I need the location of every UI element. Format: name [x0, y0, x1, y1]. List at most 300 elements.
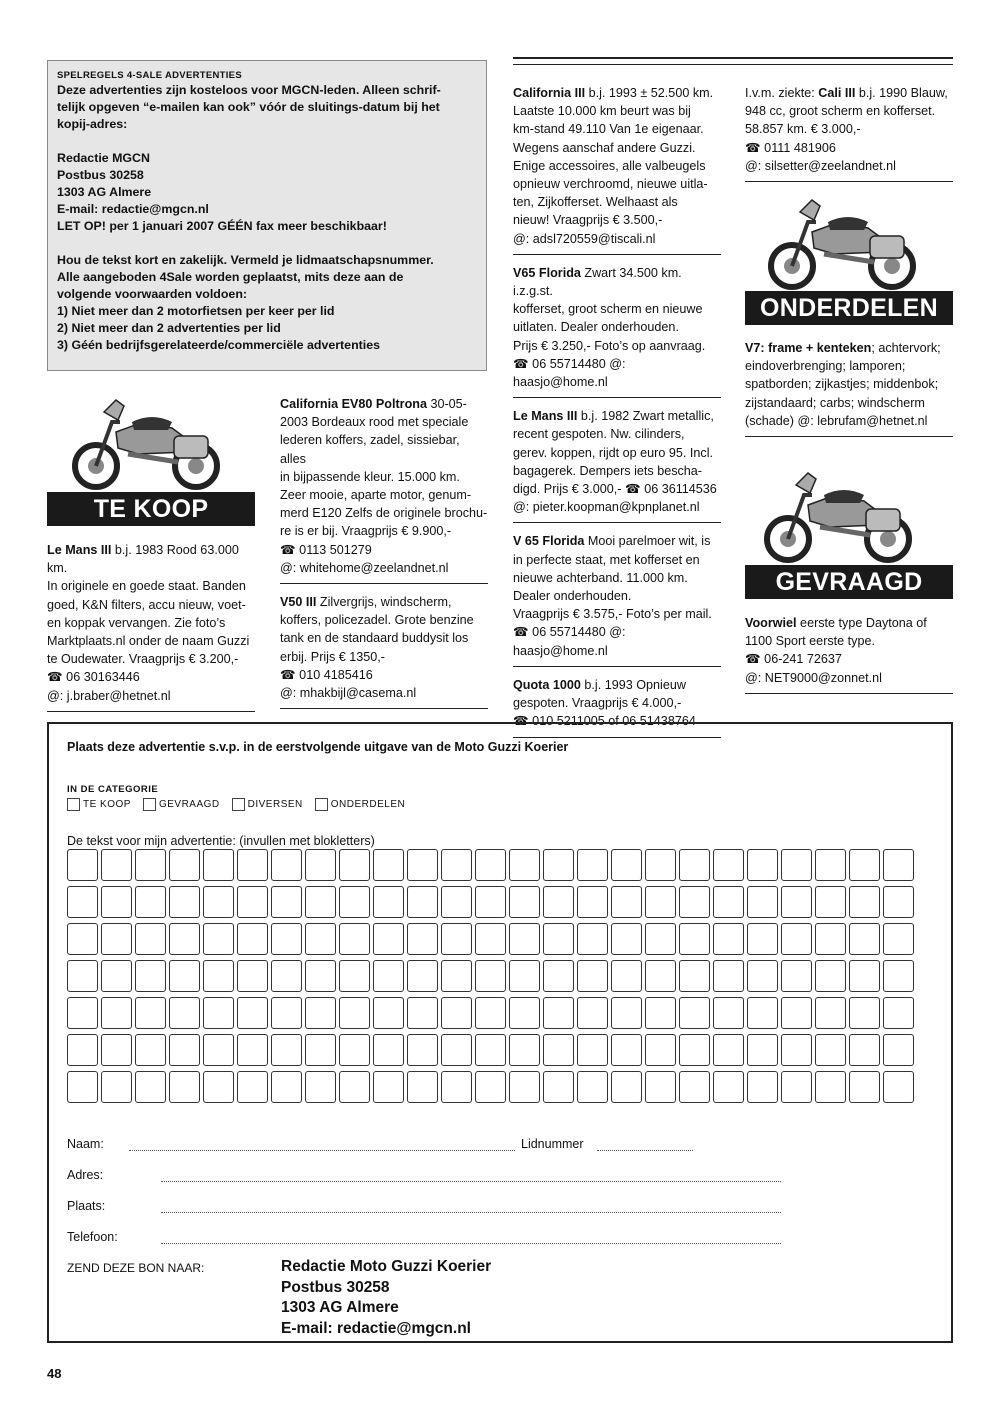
letter-cell[interactable] — [203, 923, 234, 955]
letter-cell[interactable] — [271, 923, 302, 955]
send-address-line: Redactie Moto Guzzi Koerier — [281, 1258, 492, 1275]
letter-cell[interactable] — [101, 849, 132, 881]
letter-cell[interactable] — [747, 997, 778, 1029]
letter-cell[interactable] — [169, 1071, 200, 1103]
letter-cell[interactable] — [101, 923, 132, 955]
letter-cell[interactable] — [305, 1071, 336, 1103]
section-banner-onderdelen: ONDERDELEN — [745, 291, 953, 325]
letter-cell[interactable] — [781, 1071, 812, 1103]
letter-cell[interactable] — [849, 1071, 880, 1103]
letter-cell[interactable] — [373, 1034, 404, 1066]
ad-text: b.j. 1993 Opnieuw — [580, 677, 686, 692]
letter-cell[interactable] — [815, 960, 846, 992]
letter-cell[interactable] — [101, 997, 132, 1029]
letter-cell[interactable] — [407, 1034, 438, 1066]
letter-cell[interactable] — [203, 886, 234, 918]
letter-cell[interactable] — [237, 997, 268, 1029]
letter-cell[interactable] — [441, 886, 472, 918]
ad-phone: ☎ 06 30163446 — [47, 670, 140, 685]
ad-text: recent gespoten. Nw. cilinders, — [513, 427, 685, 442]
ad-contact: ☎ 06 55714480 @: haasjo@home.nl — [513, 625, 626, 658]
letter-cell[interactable] — [781, 960, 812, 992]
ad-text: eerste type Daytona of — [796, 616, 927, 630]
classified-ad — [280, 392, 488, 584]
letter-cell[interactable] — [441, 923, 472, 955]
ad-email-link[interactable]: @: adsl720559@tiscali.nl — [513, 231, 656, 246]
letter-cell[interactable] — [849, 849, 880, 881]
letter-cell[interactable] — [781, 997, 812, 1029]
letter-cell[interactable] — [679, 923, 710, 955]
letter-cell[interactable] — [101, 960, 132, 992]
ad-text: 948 cc, groot scherm en kofferset. — [745, 104, 936, 119]
letter-cell[interactable] — [543, 849, 574, 881]
letter-cell[interactable] — [339, 923, 370, 955]
send-to-label: ZEND DEZE BON NAAR: — [67, 1261, 205, 1275]
letter-cell[interactable] — [237, 1034, 268, 1066]
letter-cell[interactable] — [237, 960, 268, 992]
checkbox-diversen[interactable] — [232, 798, 303, 811]
letter-cell[interactable] — [475, 923, 506, 955]
section-banner-gevraagd: GEVRAAGD — [745, 565, 953, 599]
letter-cell[interactable] — [509, 997, 540, 1029]
rules-address-line: Redactie MGCN — [57, 151, 150, 165]
rules-line: 3) Géén bedrijfsgerelateerde/commerciële advertenties — [57, 338, 380, 352]
letter-cell[interactable] — [237, 886, 268, 918]
ad-text: kofferset, groot scherm en nieuwe — [513, 302, 703, 317]
letter-cell[interactable] — [543, 886, 574, 918]
rules-heading: SPELREGELS 4-SALE ADVERTENTIES — [57, 70, 242, 81]
letter-cell[interactable] — [67, 960, 98, 992]
checkbox-label: ONDERDELEN — [330, 799, 406, 810]
letter-cell[interactable] — [339, 1034, 370, 1066]
letter-cell[interactable] — [611, 960, 642, 992]
ad-text: erbij. Prijs € 1350,- — [280, 649, 385, 664]
ad-submission-form — [47, 722, 953, 1343]
letter-cell[interactable] — [781, 849, 812, 881]
letter-cell[interactable] — [135, 849, 166, 881]
telefoon-field[interactable] — [161, 1243, 781, 1244]
send-address-email-link[interactable]: E-mail: redactie@mgcn.nl — [281, 1319, 471, 1337]
letter-cell[interactable] — [407, 1071, 438, 1103]
letter-cell[interactable] — [815, 1071, 846, 1103]
letter-cell[interactable] — [645, 1071, 676, 1103]
rules-address-line: Postbus 30258 — [57, 168, 144, 182]
ad-text: Prijs € 3.250,- Foto’s op aanvraag. — [513, 338, 706, 353]
letter-cell[interactable] — [407, 886, 438, 918]
ad-text: 1100 Sport eerste type. — [745, 634, 875, 649]
ad-text: 58.857 km. € 3.000,- — [745, 122, 861, 137]
lidnummer-label: Lidnummer — [521, 1137, 584, 1151]
letter-cell[interactable] — [815, 997, 846, 1029]
letter-cell[interactable] — [509, 1071, 540, 1103]
letter-cell[interactable] — [169, 886, 200, 918]
letter-cell[interactable] — [67, 923, 98, 955]
letter-cell[interactable] — [305, 1034, 336, 1066]
letter-cell[interactable] — [101, 1034, 132, 1066]
letter-cell[interactable] — [441, 849, 472, 881]
ad-text: digd. Prijs € 3.000,- ☎ 06 36114536 — [513, 482, 717, 497]
letter-cell[interactable] — [169, 997, 200, 1029]
adres-label: Adres: — [67, 1168, 104, 1182]
ad-title: California III — [513, 86, 586, 100]
letter-cell[interactable] — [645, 923, 676, 955]
ad-email-link[interactable]: @: whitehome@zeelandnet.nl — [280, 560, 449, 575]
lidnummer-field[interactable] — [597, 1150, 693, 1151]
ad-email-link[interactable]: @: silsetter@zeelandnet.nl — [745, 158, 896, 173]
letter-cell[interactable] — [645, 960, 676, 992]
letter-cell[interactable] — [509, 886, 540, 918]
letter-cell[interactable] — [747, 849, 778, 881]
letter-cell[interactable] — [849, 960, 880, 992]
telefoon-label: Telefoon: — [67, 1230, 118, 1244]
letter-cell[interactable] — [679, 849, 710, 881]
letter-cell[interactable] — [339, 1071, 370, 1103]
letter-cell[interactable] — [611, 997, 642, 1029]
letter-cell[interactable] — [883, 1071, 914, 1103]
letter-cell[interactable] — [849, 886, 880, 918]
checkbox-gevraagd[interactable] — [143, 798, 220, 811]
letter-cell[interactable] — [543, 960, 574, 992]
letter-cell[interactable] — [67, 1034, 98, 1066]
letter-cell[interactable] — [475, 849, 506, 881]
letter-cell[interactable] — [883, 923, 914, 955]
ads-column-1 — [47, 538, 255, 712]
ad-text: opnieuw verchroomd, nieuwe uitla- — [513, 177, 708, 192]
form-title: Plaats deze advertentie s.v.p. in de eerstvolgende uitgave van de Moto Guzzi Koerier — [67, 740, 569, 754]
ad-text: Laatste 10.000 km beurt was bij — [513, 104, 691, 119]
letter-cell[interactable] — [577, 849, 608, 881]
ad-phone: ☎ 0111 481906 — [745, 140, 836, 155]
letter-cell[interactable] — [611, 1034, 642, 1066]
letter-cell[interactable] — [407, 849, 438, 881]
ad-email-link[interactable]: @: pieter.koopman@kpnplanet.nl — [513, 500, 700, 515]
letter-cell[interactable] — [373, 849, 404, 881]
ad-title: V65 Florida — [513, 265, 581, 280]
letter-cell[interactable] — [373, 1071, 404, 1103]
rules-line: Deze advertenties zijn kosteloos voor MGCN-leden. Alleen schrif- — [57, 83, 441, 97]
ads-column-4-onderdelen — [745, 336, 953, 437]
letter-cell[interactable] — [883, 849, 914, 881]
letter-cell[interactable] — [849, 923, 880, 955]
letter-cell[interactable] — [815, 849, 846, 881]
checkbox-icon[interactable] — [143, 798, 156, 811]
letter-cell[interactable] — [305, 886, 336, 918]
ad-text: Zwart 34.500 km. i.z.g.st. — [513, 265, 682, 299]
letter-cell[interactable] — [781, 1034, 812, 1066]
letter-cell[interactable] — [203, 1071, 234, 1103]
classified-ad — [513, 255, 721, 398]
ad-text: te Oudewater. Vraagprijs € 3.200,- — [47, 652, 239, 667]
letter-cell[interactable] — [747, 1071, 778, 1103]
letter-cell[interactable] — [883, 886, 914, 918]
letter-cell[interactable] — [373, 997, 404, 1029]
letter-cell[interactable] — [543, 923, 574, 955]
letter-cell[interactable] — [339, 886, 370, 918]
letter-cell[interactable] — [679, 960, 710, 992]
checkbox-label: GEVRAAGD — [158, 799, 220, 810]
letter-cell[interactable] — [101, 1071, 132, 1103]
letter-cell[interactable] — [441, 1071, 472, 1103]
motorcycle-illustration-icon — [68, 392, 228, 492]
letter-cell[interactable] — [475, 1071, 506, 1103]
letter-cell[interactable] — [475, 960, 506, 992]
classified-ad — [513, 523, 721, 666]
letter-cell[interactable] — [475, 886, 506, 918]
classified-ad — [47, 538, 255, 712]
letter-cell[interactable] — [747, 1034, 778, 1066]
letter-cell[interactable] — [543, 1034, 574, 1066]
letter-cell[interactable] — [169, 923, 200, 955]
ad-title: Le Mans III — [47, 543, 112, 557]
ad-email-link[interactable]: @: NET9000@zonnet.nl — [745, 670, 882, 685]
letter-cell[interactable] — [203, 960, 234, 992]
letter-cell[interactable] — [645, 886, 676, 918]
ad-title: Cali III — [818, 86, 856, 100]
ad-text: Zilvergrijs, windscherm, — [316, 595, 452, 610]
letter-cell[interactable] — [815, 923, 846, 955]
ad-text: re is er bij. Vraagprijs € 9.900,- — [280, 524, 452, 539]
letter-cell[interactable] — [849, 1034, 880, 1066]
rules-line: Hou de tekst kort en zakelijk. Vermeld je lidmaatschapsnummer. — [57, 253, 434, 267]
ad-text: ten, Zijkofferset. Welhaast als — [513, 195, 678, 210]
send-address-line: Postbus 30258 — [281, 1278, 390, 1296]
letter-cell[interactable] — [305, 960, 336, 992]
ads-column-4-top — [745, 81, 953, 182]
letter-cell[interactable] — [883, 997, 914, 1029]
letter-cell[interactable] — [577, 1071, 608, 1103]
section-banner-te-koop: TE KOOP — [47, 492, 255, 526]
category-checkboxes — [67, 798, 405, 811]
checkbox-te-koop[interactable] — [67, 798, 131, 811]
letter-cell[interactable] — [271, 1071, 302, 1103]
ad-text: b.j. 1990 Blauw, — [855, 86, 948, 100]
letter-cell[interactable] — [849, 997, 880, 1029]
ad-text: merd E120 Zelfs de originele brochu- — [280, 506, 488, 521]
letter-cell[interactable] — [713, 1071, 744, 1103]
letter-cell[interactable] — [135, 886, 166, 918]
letter-cell[interactable] — [747, 886, 778, 918]
letter-cell[interactable] — [373, 923, 404, 955]
classified-ad — [513, 398, 721, 523]
rules-line: kopij-adres: — [57, 117, 128, 131]
letter-cell[interactable] — [713, 849, 744, 881]
letter-cell[interactable] — [577, 923, 608, 955]
letter-cell[interactable] — [271, 997, 302, 1029]
ad-text: in bijpassende kleur. 15.000 km. — [280, 469, 460, 484]
ads-column-2 — [280, 392, 488, 709]
letter-cell[interactable] — [543, 997, 574, 1029]
letter-cell[interactable] — [135, 1071, 166, 1103]
ad-title: V7: frame + kenteken — [745, 341, 872, 355]
letter-cell[interactable] — [441, 997, 472, 1029]
letter-cell[interactable] — [407, 960, 438, 992]
letter-cell[interactable] — [747, 960, 778, 992]
checkbox-onderdelen[interactable] — [315, 798, 405, 811]
rules-line: 2) Niet meer dan 2 advertenties per lid — [57, 321, 281, 335]
letter-cell[interactable] — [169, 1034, 200, 1066]
letter-cell[interactable] — [713, 886, 744, 918]
plaats-field[interactable] — [161, 1212, 781, 1213]
letter-cell[interactable] — [101, 886, 132, 918]
letter-cell[interactable] — [169, 960, 200, 992]
ad-text: Marktplaats.nl onder de naam Guzzi — [47, 634, 250, 649]
letter-cell[interactable] — [203, 849, 234, 881]
ad-text: b.j. 1993 ± 52.500 km. — [585, 86, 714, 100]
letter-cell[interactable] — [645, 1034, 676, 1066]
letter-cell[interactable] — [271, 960, 302, 992]
letter-cell[interactable] — [271, 1034, 302, 1066]
letter-cell[interactable] — [509, 1034, 540, 1066]
ad-title: V50 III — [280, 595, 317, 610]
letter-cell[interactable] — [237, 923, 268, 955]
letter-cell[interactable] — [135, 1034, 166, 1066]
ad-title: Quota 1000 — [513, 677, 581, 692]
letter-cell[interactable] — [815, 886, 846, 918]
letter-cell[interactable] — [611, 886, 642, 918]
classified-ad — [745, 611, 953, 694]
letter-cell[interactable] — [203, 1034, 234, 1066]
letter-cell[interactable] — [407, 923, 438, 955]
letter-cell[interactable] — [747, 923, 778, 955]
ad-phone: ☎ 06-241 72637 — [745, 652, 842, 667]
checkbox-icon[interactable] — [315, 798, 328, 811]
letter-cell[interactable] — [883, 960, 914, 992]
ad-title: V 65 Florida — [513, 534, 585, 549]
adres-field[interactable] — [161, 1181, 781, 1182]
letter-cell[interactable] — [611, 923, 642, 955]
ads-column-4-gevraagd — [745, 611, 953, 694]
letter-cell[interactable] — [135, 997, 166, 1029]
letter-cell[interactable] — [679, 997, 710, 1029]
letter-cell[interactable] — [679, 1034, 710, 1066]
letter-cell[interactable] — [577, 960, 608, 992]
letter-cell[interactable] — [645, 849, 676, 881]
ad-text: eindoverbrenging; lamporen; — [745, 359, 906, 374]
letter-cell[interactable] — [577, 1034, 608, 1066]
letter-cell[interactable] — [679, 1071, 710, 1103]
plaats-label: Plaats: — [67, 1199, 106, 1213]
letter-cell[interactable] — [509, 960, 540, 992]
letter-cell[interactable] — [509, 849, 540, 881]
ad-phone: ☎ 010 4185416 — [280, 667, 373, 682]
checkbox-icon[interactable] — [232, 798, 245, 811]
letter-cell[interactable] — [713, 923, 744, 955]
letter-cell[interactable] — [339, 997, 370, 1029]
letter-cell[interactable] — [203, 997, 234, 1029]
ad-text: lederen koffers, zadel, sissiebar, alles — [280, 433, 460, 466]
rules-email-link[interactable]: E-mail: redactie@mgcn.nl — [57, 202, 209, 216]
ad-contact: (schade) @: lebrufam@hetnet.nl — [745, 413, 928, 428]
letter-cell[interactable] — [509, 923, 540, 955]
letter-cell[interactable] — [169, 849, 200, 881]
letter-cell[interactable] — [237, 849, 268, 881]
letter-cell[interactable] — [577, 886, 608, 918]
letter-cell[interactable] — [781, 886, 812, 918]
letter-cell[interactable] — [611, 1071, 642, 1103]
rules-box — [47, 60, 487, 371]
ad-text: Dealer onderhouden. — [513, 589, 632, 604]
ad-email-link[interactable]: @: mhakbijl@casema.nl — [280, 686, 417, 701]
letter-cell[interactable] — [135, 923, 166, 955]
ad-text: gerev. koppen, rijdt op euro 95. Incl. — [513, 445, 713, 460]
ad-phone: ☎ 010 5211005 of 06 51438764 — [513, 714, 696, 729]
letter-cell[interactable] — [543, 1071, 574, 1103]
letter-cell[interactable] — [781, 923, 812, 955]
letter-cell[interactable] — [407, 997, 438, 1029]
letter-cell[interactable] — [475, 1034, 506, 1066]
ad-text: Wegens aanschaf andere Guzzi. — [513, 140, 696, 155]
letter-cell[interactable] — [271, 886, 302, 918]
letter-cell[interactable] — [237, 1071, 268, 1103]
checkbox-label: DIVERSEN — [247, 799, 303, 810]
ad-text: bagagerek. Dempers iets bescha- — [513, 463, 703, 478]
text-instruction: De tekst voor mijn advertentie: (invullen met blokletters) — [67, 834, 375, 848]
letter-cell[interactable] — [339, 849, 370, 881]
ad-text: km-stand 49.110 Van 1e eigenaar. — [513, 122, 704, 137]
checkbox-icon[interactable] — [67, 798, 80, 811]
letter-cell[interactable] — [135, 960, 166, 992]
letter-cell[interactable] — [67, 886, 98, 918]
ad-title: California EV80 Poltrona — [280, 397, 427, 411]
letter-cell[interactable] — [475, 997, 506, 1029]
letter-cell[interactable] — [713, 997, 744, 1029]
ad-text: spatborden; zijkastjes; middenbok; — [745, 377, 939, 392]
letter-cell[interactable] — [713, 960, 744, 992]
checkbox-label: TE KOOP — [83, 799, 131, 810]
ad-text: Zeer mooie, aparte motor, genum- — [280, 488, 472, 503]
classified-ad — [745, 336, 953, 437]
letter-cell[interactable] — [67, 1071, 98, 1103]
letter-cell[interactable] — [645, 997, 676, 1029]
naam-field[interactable] — [129, 1150, 515, 1151]
ad-text: b.j. 1983 Rood 63.000 km. — [47, 543, 239, 576]
letter-cell[interactable] — [305, 997, 336, 1029]
letter-cell[interactable] — [67, 997, 98, 1029]
letter-cell[interactable] — [305, 849, 336, 881]
letter-cell[interactable] — [305, 923, 336, 955]
motorcycle-illustration-icon — [764, 192, 924, 292]
send-address-line: 1303 AG Almere — [281, 1299, 399, 1316]
rules-line: telijk opgeven “e-mailen kan ook” vóór de sluitings-datum bij het — [57, 100, 440, 114]
ad-text: 2003 Bordeaux rood met speciale — [280, 415, 469, 430]
letter-cell[interactable] — [67, 849, 98, 881]
letter-cell[interactable] — [373, 960, 404, 992]
ad-title: Voorwiel — [745, 616, 797, 630]
ad-text: Mooi parelmoer wit, is — [584, 534, 711, 549]
ad-text: zijstandaard; carbs; windscherm — [745, 395, 925, 410]
letter-cell[interactable] — [577, 997, 608, 1029]
ad-text: nieuwe achterband. 11.000 km. — [513, 570, 688, 585]
letter-cell[interactable] — [373, 886, 404, 918]
rules-address-line: 1303 AG Almere — [57, 185, 152, 199]
letter-cell[interactable] — [339, 960, 370, 992]
ad-text: Vraagprijs € 3.575,- Foto’s per mail. — [513, 607, 712, 622]
ad-text: b.j. 1982 Zwart metallic, — [577, 409, 714, 424]
letter-cell[interactable] — [441, 960, 472, 992]
ad-phone: ☎ 0113 501279 — [280, 542, 372, 557]
naam-label: Naam: — [67, 1137, 104, 1151]
letter-cell[interactable] — [441, 1034, 472, 1066]
letter-cell[interactable] — [883, 1034, 914, 1066]
ad-text: tank en de standaard buddysit los — [280, 631, 469, 646]
ad-email-link[interactable]: @: j.braber@hetnet.nl — [47, 688, 171, 703]
letter-cell[interactable] — [271, 849, 302, 881]
letter-cell[interactable] — [679, 886, 710, 918]
ad-text: koffers, policezadel. Grote benzine — [280, 613, 474, 628]
letter-cell[interactable] — [713, 1034, 744, 1066]
letter-cell[interactable] — [611, 849, 642, 881]
letter-cell[interactable] — [815, 1034, 846, 1066]
